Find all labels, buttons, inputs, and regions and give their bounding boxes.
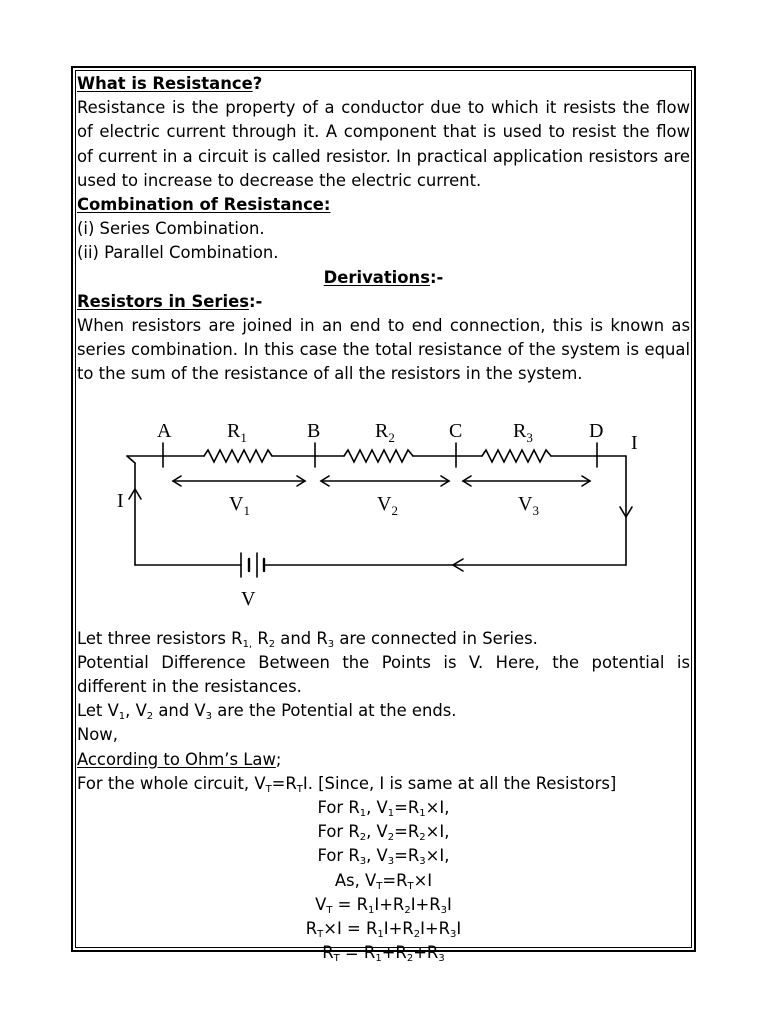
text-ohm-law — [77, 748, 690, 772]
label-v2: $V_2$ — [377, 492, 398, 518]
equation-r2: For $R_2$, $V_2=R_2\times I$, — [317, 822, 450, 844]
label-point-a: A — [157, 419, 172, 442]
heading-combination: Combination of Resistance: — [77, 195, 331, 215]
label-r3: $R_3$ — [513, 419, 533, 445]
series-definition: When resistors are joined in an end to end connection, this is known as series combination. In this case the total resistance of the system is equal to the sum of the resistance of all the resistors in the system. — [77, 316, 690, 384]
equation-block — [77, 796, 690, 965]
derivations-mark: :- — [429, 267, 444, 287]
label-r2: $R_2$ — [375, 419, 395, 445]
resistor-r2 — [344, 450, 413, 462]
heading-resistance-mark: ? — [252, 74, 263, 93]
ohm-law-label: According to Ohm’s Law — [77, 749, 276, 769]
wire-left-corner — [127, 456, 135, 463]
text-now: Now, — [77, 725, 118, 745]
label-r1: $R_1$ — [227, 419, 247, 445]
text-let-three: Let three resistors $R_{1,}$ $R_2$ and $R_3$ are connected in Series. — [77, 628, 538, 650]
combination-item-series: (i) Series Combination. — [77, 219, 265, 239]
label-point-c: C — [449, 419, 463, 442]
series-mark: :- — [249, 291, 263, 311]
text-potential-difference: Potential Difference Between the Points is V. Here, the potential is different in the resistances. — [77, 652, 690, 697]
document-body — [77, 72, 690, 965]
heading-what-is-resistance — [77, 72, 690, 96]
series-circuit-diagram — [77, 387, 690, 627]
ohm-law-mark: ; — [275, 749, 282, 769]
resistor-r1 — [204, 450, 272, 462]
text-let-v: Let $V_1$, $V_2$ and $V_3$ are the Potential at the ends. — [77, 701, 457, 723]
equation-rt: $R_T = R_1+R_2+R_3$ — [322, 943, 445, 965]
derivations-label: Derivations — [323, 267, 430, 287]
label-current-right: I — [631, 431, 638, 454]
equation-vt: $V_T = R_1I+R_2I+R_3I$ — [315, 894, 452, 916]
label-v3: $V_3$ — [518, 492, 539, 518]
combination-item-parallel: (ii) Parallel Combination. — [77, 243, 279, 263]
series-label: Resistors in Series — [77, 291, 249, 311]
label-point-b: B — [307, 419, 321, 442]
label-v1: $V_1$ — [229, 492, 250, 518]
label-current-left: I — [117, 489, 124, 512]
equation-rti: $R_T\times I = R_1I+R_2I+R_3I$ — [305, 919, 462, 941]
heading-resistors-in-series — [77, 290, 690, 314]
equation-r3: For $R_3$, $V_3=R_3\times I$, — [317, 846, 450, 868]
resistor-r3 — [482, 450, 551, 462]
heading-derivations — [77, 266, 690, 290]
equation-as: As, $V_T=R_T\times I$ — [334, 870, 433, 892]
resistance-definition: Resistance is the property of a conductor due to which it resists the flow of electric current through it. A component that is used to resist the flow of current in a circuit is called resistor. In practical application resistors are used to increase to decrease the electric current. — [77, 98, 690, 190]
text-whole-circuit: For the whole circuit, $V_T=R_TI$. [Since, I is same at all the Resistors] — [77, 773, 617, 795]
label-point-d: D — [589, 419, 604, 442]
label-source-v: V — [241, 587, 256, 610]
equation-r1: For $R_1$, $V_1=R_1\times I$, — [317, 798, 450, 820]
heading-resistance-label: What is Resistance — [77, 74, 253, 93]
